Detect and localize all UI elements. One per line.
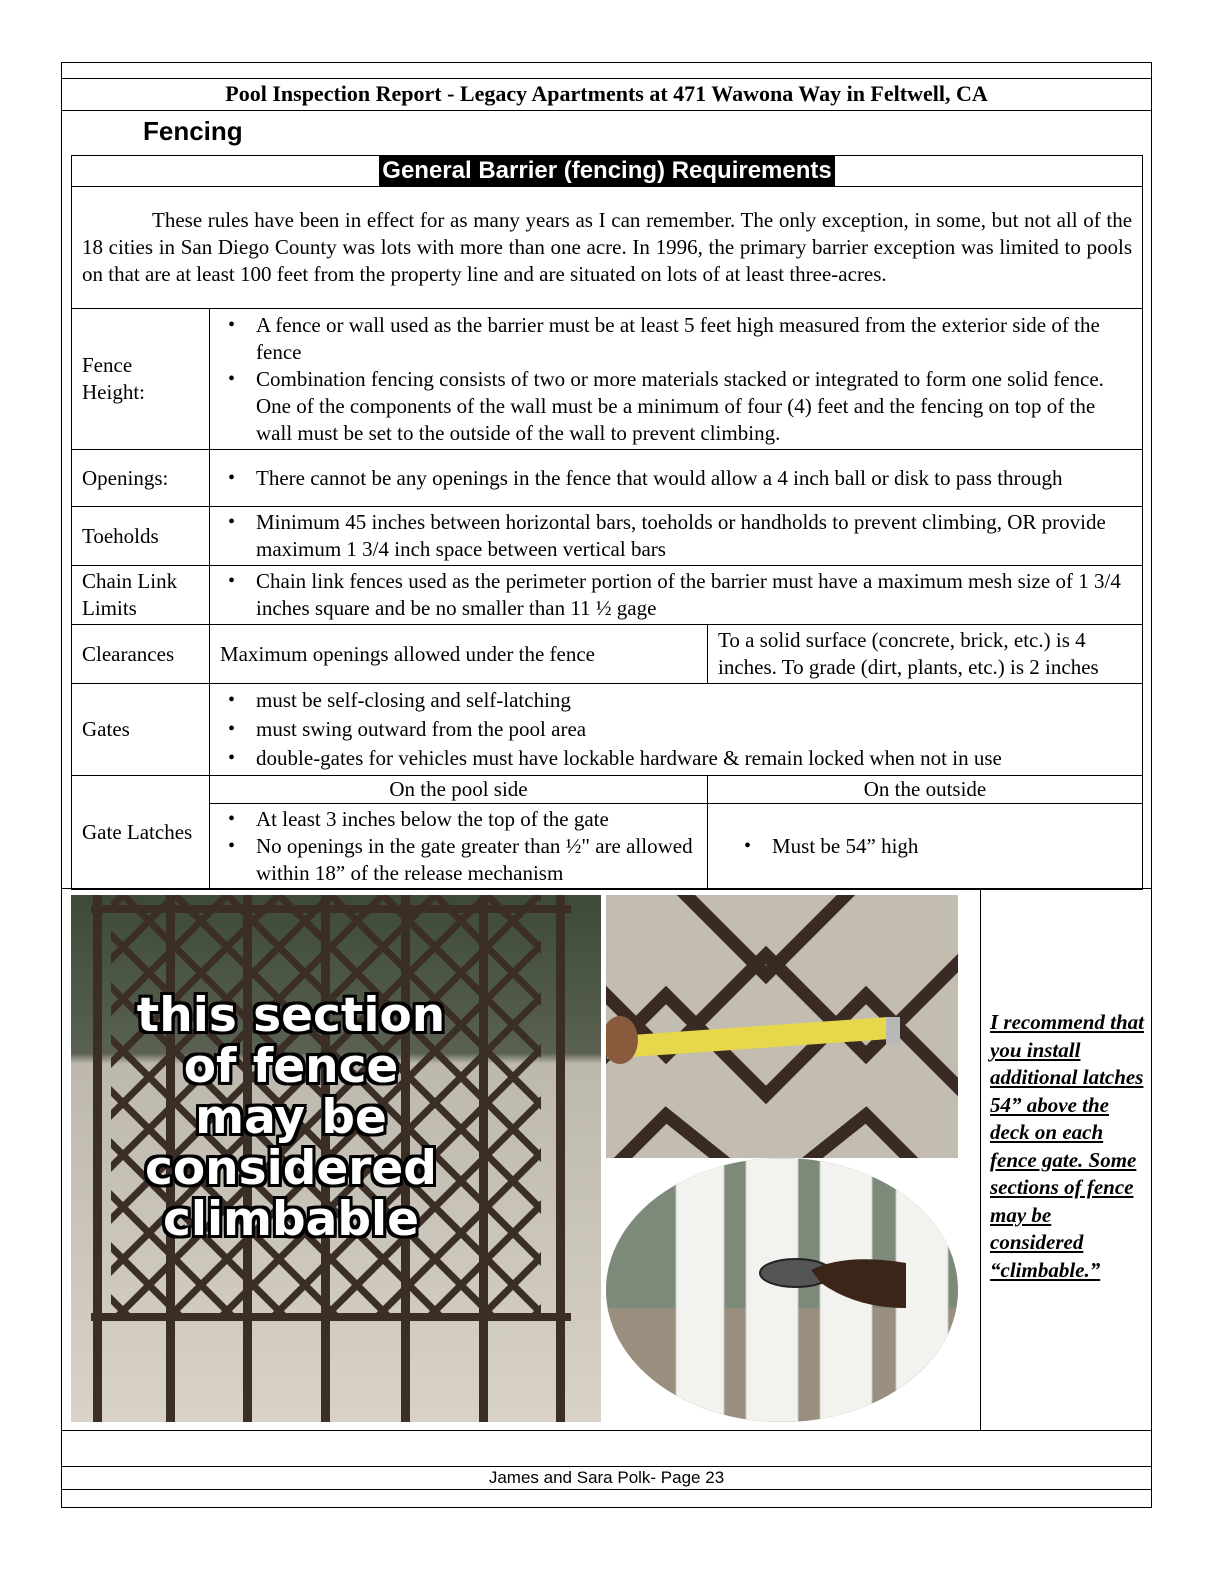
list-item: • There cannot be any openings in the fence that would allow a 4 inch ball or disk to pass through [256, 465, 1132, 492]
table-row [72, 566, 1143, 625]
section-title: Fencing [143, 116, 243, 146]
table-row [72, 625, 1143, 684]
list-item: • must swing outward from the pool area [256, 715, 1132, 744]
clearance-desc: Maximum openings allowed under the fence [210, 625, 708, 684]
report-title: Pool Inspection Report - Legacy Apartments at 471 Wawona Way in Feltwell, CA [225, 81, 988, 106]
list-item: • Chain link fences used as the perimeter portion of the barrier must have a maximum mesh size of 1 3/4 inches square and be no smaller than 11 ½ gage [256, 568, 1132, 622]
row-label: Toeholds [72, 507, 210, 566]
table-banner-row [72, 156, 1143, 187]
report-header [61, 78, 1152, 111]
intro-text: These rules have been in effect for as many years as I can remember. The only exception, in some, but not all of the 18 cities in San Diego County was lots with more than one acre. In 1996, the primary barrier exception was limited to pools on that are at least 100 feet from the property line and are situated on lots of at least three-acres. [72, 187, 1143, 309]
row-label: Gate Latches [72, 776, 210, 890]
caption-line: climbable [162, 1192, 420, 1247]
list-item: • double-gates for vehicles must have lockable hardware & remain locked when not in use [256, 744, 1132, 773]
photo-divider [980, 888, 981, 1431]
caption-line: of fence [183, 1039, 399, 1094]
caption-line: may be [195, 1090, 387, 1145]
recommendation-text: I recommend that you install additional latches 54” above the deck on each fence gate. Some sections of fence may be considered “climbable.” [990, 1010, 1145, 1282]
footer-text: James and Sara Polk- Page 23 [488, 1468, 725, 1487]
disk-test-photo [606, 1158, 958, 1422]
row-label: Gates [72, 684, 210, 776]
caption-line: considered [145, 1141, 437, 1196]
climbable-fence-photo [71, 895, 601, 1422]
list-item: • Minimum 45 inches between horizontal bars, toeholds or handholds to prevent climbing, OR provide maximum 1 3/4 inch space between vertical bars [256, 509, 1132, 563]
climbable-caption [91, 990, 491, 1245]
table-row [72, 507, 1143, 566]
table-row [72, 450, 1143, 507]
list-item: • No openings in the gate greater than ½" are allowed within 18” of the release mechanism [256, 833, 697, 887]
row-label: Openings: [72, 450, 210, 507]
tape-drawing [606, 895, 958, 1158]
row-label: Chain Link Limits [72, 566, 210, 625]
page-footer [61, 1466, 1152, 1490]
table-row [72, 776, 1143, 804]
tape-measure-photo [606, 895, 958, 1158]
table-row [72, 309, 1143, 450]
intro-row [72, 187, 1143, 309]
row-label: Fence Height: [72, 309, 210, 450]
clearance-values: To a solid surface (concrete, brick, etc.) is 4 inches. To grade (dirt, plants, etc.) is 2 inches [708, 625, 1143, 684]
outside-header: On the outside [708, 776, 1143, 804]
caption-line: this section [136, 988, 446, 1043]
disk-drawing [606, 1158, 958, 1422]
row-label: Clearances [72, 625, 210, 684]
table-row [72, 804, 1143, 890]
fence-height-list [220, 312, 1132, 447]
gates-list [220, 686, 1132, 773]
list-item: • must be self-closing and self-latching [256, 686, 1132, 715]
pool-side-header: On the pool side [210, 776, 708, 804]
outside-list [718, 833, 1132, 860]
list-item: • Must be 54” high [772, 833, 1132, 860]
list-item: • Combination fencing consists of two or more materials stacked or integrated to form one solid fence. One of the components of the wall must be a minimum of four (4) feet and the fencing on top of the wall must be set to the outside of the wall to prevent climbing. [256, 366, 1132, 447]
chainlink-list [220, 568, 1132, 622]
table-row [72, 684, 1143, 776]
requirements-banner: General Barrier (fencing) Requirements [379, 156, 834, 186]
list-item: • At least 3 inches below the top of the gate [256, 806, 697, 833]
requirements-table [71, 155, 1143, 890]
list-item: • A fence or wall used as the barrier must be at least 5 feet high measured from the exterior side of the fence [256, 312, 1132, 366]
toeholds-list [220, 509, 1132, 563]
openings-list [220, 465, 1132, 492]
pool-side-list [220, 806, 697, 887]
